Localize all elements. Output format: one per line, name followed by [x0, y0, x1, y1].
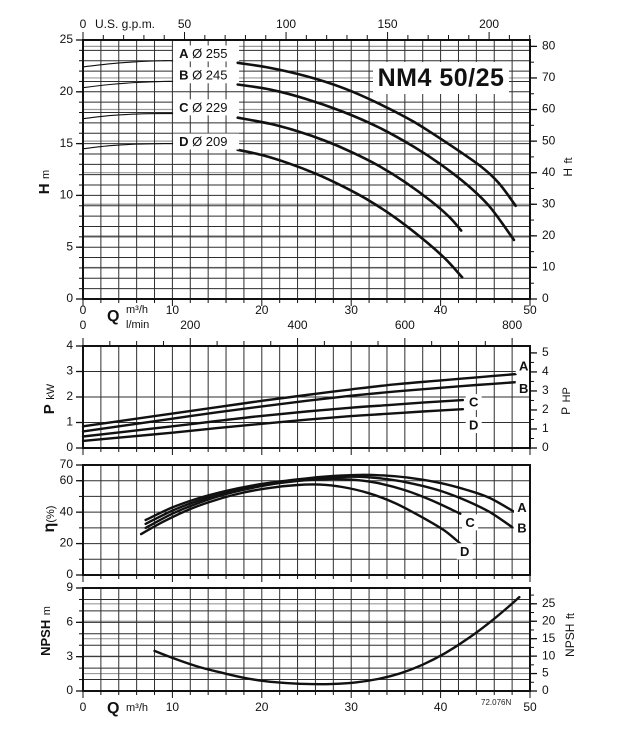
right-tick-label: 20: [542, 613, 556, 628]
curve-label-d: D: [460, 543, 470, 559]
q-unit-m3h-bottom: m³/h: [126, 702, 148, 714]
left-tick-label: 0: [66, 291, 73, 306]
curve-b: [83, 382, 516, 431]
top-tick-label: 150: [377, 17, 398, 32]
curve-d-thin: [83, 144, 177, 149]
power-y-axis-label: P kW: [41, 383, 58, 415]
q-axis-label-mid: Q: [107, 308, 120, 325]
left-tick-label: 0: [66, 683, 73, 698]
power-right-axis-label: P HP: [559, 387, 573, 415]
curve-npsh: [155, 597, 520, 684]
curve-chip-letter-a: A: [179, 45, 189, 61]
left-tick-label: 0: [66, 440, 73, 455]
top-tick-label: 200: [180, 318, 201, 333]
curve-b-thin: [83, 81, 177, 87]
curve-label-c: C: [468, 394, 479, 410]
curve-chip-diameter-b: Ø 245: [192, 67, 228, 83]
bottom-tick-label: 20: [255, 303, 269, 318]
left-tick-label: 0: [66, 567, 73, 582]
curve-c: [238, 118, 462, 231]
right-tick-label: 30: [542, 196, 556, 211]
right-tick-label: 3: [542, 383, 549, 398]
bottom-tick-label: 50: [523, 700, 537, 715]
curve-chip-letter-b: B: [179, 67, 189, 83]
right-tick-label: 40: [542, 164, 556, 179]
curve-label-c: C: [465, 514, 475, 530]
curve-chip-diameter-a: Ø 255: [192, 45, 228, 61]
right-tick-label: 0: [542, 440, 549, 455]
bottom-tick-label: 30: [344, 700, 358, 715]
curve-chip-diameter-d: Ø 209: [192, 133, 228, 149]
chart-power: [66, 318, 549, 455]
left-tick-label: 25: [59, 32, 73, 47]
q-unit-m3h: m³/h: [126, 304, 148, 316]
bottom-tick-label: 50: [523, 303, 537, 318]
top-tick-label: 600: [394, 318, 415, 333]
left-tick-label: 6: [66, 614, 73, 629]
right-tick-label: 0: [542, 291, 549, 306]
head-y-axis-label: H m: [36, 169, 53, 195]
curve-chip-letter-d: D: [179, 133, 189, 149]
curve-label-d: D: [468, 417, 479, 433]
bottom-tick-label: 40: [433, 700, 448, 715]
right-tick-label: 5: [542, 345, 549, 360]
q-unit-lmin: l/min: [126, 319, 150, 331]
chart-npsh: [66, 580, 555, 714]
left-tick-label: 3: [66, 363, 73, 378]
curve-chip-diameter-c: Ø 229: [192, 99, 228, 115]
right-tick-label: 10: [542, 648, 556, 663]
curve-c-thin: [83, 114, 177, 119]
npsh-y-axis-label: NPSH m: [38, 606, 53, 656]
top-tick-label: 200: [479, 17, 500, 32]
left-tick-label: 15: [59, 135, 73, 150]
npsh-right-axis-label: NPSH ft: [563, 613, 577, 657]
eta-y-axis-label: η(%): [41, 505, 58, 533]
curve-chip-letter-c: C: [179, 99, 189, 115]
bottom-tick-label: 0: [79, 303, 87, 318]
right-tick-label: 25: [542, 595, 556, 610]
bottom-tick-label: 10: [165, 700, 180, 715]
left-tick-label: 4: [66, 338, 73, 353]
curve-label-a: A: [517, 499, 527, 515]
head-right-axis-label: H ft: [561, 157, 575, 177]
drawing-number: 72.076N: [481, 698, 512, 707]
right-tick-label: 10: [542, 259, 556, 274]
curve-label-b: B: [517, 520, 527, 536]
right-tick-label: 50: [542, 133, 556, 148]
left-tick-label: 40: [59, 504, 73, 519]
right-tick-label: 70: [542, 70, 556, 85]
left-tick-label: 1: [66, 414, 73, 429]
curve-label-a: A: [519, 358, 529, 374]
bottom-tick-label: 10: [165, 303, 180, 318]
left-tick-label: 9: [66, 580, 73, 595]
curve-a-thin: [83, 61, 177, 67]
top-tick-label: 50: [177, 17, 192, 32]
right-tick-label: 5: [542, 665, 549, 680]
bottom-tick-label: 30: [344, 303, 358, 318]
left-tick-label: 5: [66, 239, 73, 254]
q-axis-label-bottom: Q: [107, 700, 120, 717]
right-tick-label: 1: [542, 421, 549, 436]
bottom-tick-label: 0: [79, 700, 87, 715]
top-tick-label: 400: [287, 318, 308, 333]
right-tick-label: 60: [542, 101, 556, 116]
bottom-tick-label: 40: [433, 303, 448, 318]
right-tick-label: 80: [542, 38, 556, 53]
left-tick-label: 20: [59, 535, 73, 550]
curve-d: [238, 150, 462, 277]
chart-efficiency: [60, 457, 530, 582]
right-tick-label: 2: [542, 402, 549, 417]
left-tick-label: 10: [59, 187, 73, 202]
curve-label-b: B: [519, 380, 529, 396]
top-tick-label: 0: [79, 17, 87, 32]
left-tick-label: 20: [59, 83, 73, 98]
right-tick-label: 4: [542, 364, 549, 379]
left-tick-label: 2: [66, 389, 73, 404]
us-gpm-axis-label: U.S. g.p.m.: [95, 17, 156, 31]
top-tick-label: 800: [502, 318, 523, 333]
left-tick-label: 70: [59, 457, 73, 472]
right-tick-label: 0: [542, 683, 549, 698]
top-tick-label: 0: [79, 318, 87, 333]
bottom-tick-label: 20: [255, 700, 269, 715]
chart-title: NM4 50/25: [373, 62, 509, 94]
left-tick-label: 60: [59, 472, 73, 487]
top-tick-label: 100: [276, 17, 297, 32]
right-tick-label: 15: [542, 630, 556, 645]
right-tick-label: 20: [542, 228, 556, 243]
left-tick-label: 3: [66, 648, 73, 663]
